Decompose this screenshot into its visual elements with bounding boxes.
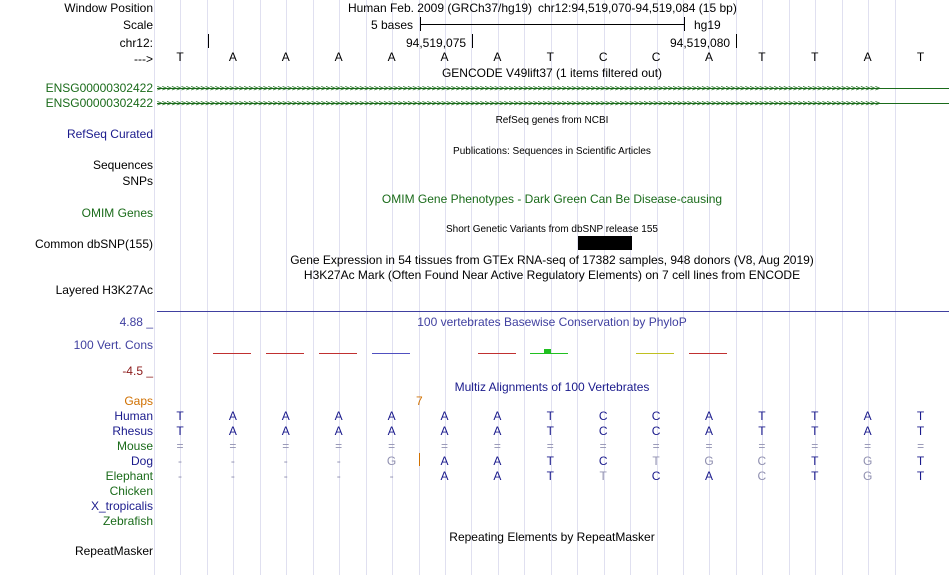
reference-base: C: [651, 50, 661, 64]
species-label-x_tropicalis[interactable]: X_tropicalis: [90, 499, 153, 513]
cons-mark: [319, 353, 357, 354]
species-label-elephant[interactable]: Elephant: [105, 469, 153, 483]
alignment-base: =: [229, 439, 237, 453]
gene-model-1[interactable]: >>>>>>>>>>>>>>>>>>>>>>>>>>>>>>>>>>>>>>>>>>>>>>>>>>>>>>>>>>>>>>>>>>>>>>>>>>>>>>>>>>>>>>>>>>>>>>>>>>>>>>>>>>>>>>>>>>>>>>>>>>>>>>>>>>>>>>>>>>>>>>>>>>>>>>: [157, 84, 949, 94]
reference-base: A: [387, 50, 396, 64]
ruler-tick-3: [736, 34, 737, 48]
range-text: chr12:94,519,070-94,519,084 (15 bp): [538, 1, 737, 15]
reference-base: T: [546, 50, 554, 64]
dbsnp-label[interactable]: Common dbSNP(155): [34, 237, 153, 251]
reference-base: A: [228, 50, 237, 64]
window-position-label: Window Position: [64, 1, 153, 15]
alignment-base: -: [336, 469, 341, 483]
alignment-base: T: [811, 469, 819, 483]
species-label-rhesus[interactable]: Rhesus: [112, 424, 153, 438]
alignment-base: A: [387, 424, 396, 438]
scale-bar: [420, 24, 685, 25]
cons-min-label: -4.5 _: [122, 364, 153, 378]
cons-mark: [689, 353, 727, 354]
alignment-base: T: [758, 409, 766, 423]
ruler-tick-label-2: 94,519,080: [670, 36, 731, 50]
dbsnp-track-title: Short Genetic Variants from dbSNP release 155: [446, 224, 658, 235]
reference-base: C: [598, 50, 608, 64]
species-label-chicken[interactable]: Chicken: [109, 484, 153, 498]
alignment-base: T: [546, 454, 554, 468]
omim-track-title: OMIM Gene Phenotypes - Dark Green Can Be Disease-causing: [381, 192, 723, 206]
alignment-base: =: [758, 439, 766, 453]
alignment-base: T: [546, 469, 554, 483]
gap-marker: [419, 453, 420, 466]
reference-base: T: [176, 50, 184, 64]
alignment-base: G: [704, 454, 714, 468]
alignment-base: A: [493, 469, 502, 483]
alignment-base: T: [811, 424, 819, 438]
alignment-base: T: [176, 424, 184, 438]
reference-base: A: [704, 50, 713, 64]
alignment-base: C: [651, 409, 661, 423]
alignment-base: =: [864, 439, 872, 453]
alignment-base: -: [178, 469, 182, 483]
alignment-base: A: [334, 424, 343, 438]
alignment-base: A: [493, 409, 502, 423]
ruler-tick-2: [472, 34, 473, 48]
alignment-base: A: [440, 469, 449, 483]
assembly-text: Human Feb. 2009 (GRCh37/hg19): [347, 1, 533, 15]
h3k27ac-label[interactable]: Layered H3K27Ac: [55, 283, 153, 297]
reference-base: A: [493, 50, 502, 64]
alignment-base: T: [176, 409, 184, 423]
alignment-base: -: [230, 454, 235, 468]
alignment-base: A: [704, 409, 713, 423]
reference-base: T: [758, 50, 766, 64]
alignment-base: C: [757, 469, 767, 483]
alignment-base: A: [440, 409, 449, 423]
alignment-base: -: [178, 454, 182, 468]
reference-base: T: [811, 50, 819, 64]
alignment-base: =: [652, 439, 660, 453]
alignment-base: T: [811, 409, 819, 423]
species-label-mouse[interactable]: Mouse: [116, 439, 153, 453]
alignment-base: =: [335, 439, 343, 453]
alignment-base: T: [811, 454, 819, 468]
h3k27ac-track-title: H3K27Ac Mark (Often Found Near Active Regulatory Elements) on 7 cell lines from ENCODE: [303, 268, 801, 282]
alignment-base: A: [387, 409, 396, 423]
alignment-base: C: [651, 424, 661, 438]
gaps-label: Gaps: [124, 394, 153, 408]
alignment-base: -: [283, 469, 288, 483]
alignment-base: A: [228, 409, 237, 423]
reference-base: A: [281, 50, 290, 64]
species-label-human[interactable]: Human: [114, 409, 153, 423]
alignment-base: G: [863, 469, 873, 483]
refseq-track-title: RefSeq genes from NCBI: [495, 115, 609, 126]
ruler-tick-label-1: 94,519,075: [406, 36, 467, 50]
alignment-base: =: [917, 439, 925, 453]
grid-line: [154, 0, 155, 575]
cons-mark: [266, 353, 304, 354]
omim-label[interactable]: OMIM Genes: [81, 206, 153, 220]
alignment-base: =: [282, 439, 290, 453]
alignment-base: T: [652, 454, 660, 468]
scale-label: Scale: [122, 18, 153, 32]
dbsnp-variant-block[interactable]: [578, 236, 632, 250]
alignment-base: T: [916, 409, 925, 423]
reference-base: T: [916, 50, 925, 64]
scale-bar-right-tick: [684, 17, 685, 31]
alignment-base: C: [598, 409, 608, 423]
repeatmasker-label[interactable]: RepeatMasker: [74, 544, 153, 558]
alignment-base: -: [336, 454, 341, 468]
refseq-label[interactable]: RefSeq Curated: [66, 127, 153, 141]
cons-mark: [478, 353, 516, 354]
alignment-base: T: [916, 424, 925, 438]
alignment-base: -: [283, 454, 288, 468]
reference-base: A: [863, 50, 872, 64]
cons-mark: [530, 353, 568, 354]
alignment-base: T: [599, 469, 607, 483]
species-label-zebrafish[interactable]: Zebrafish: [102, 514, 153, 528]
sequences-label[interactable]: Sequences: [92, 158, 153, 172]
gencode-track-title: GENCODE V49lift37 (1 items filtered out): [441, 66, 663, 80]
scale-text: 5 bases: [371, 18, 414, 32]
alignment-base: =: [176, 439, 184, 453]
reference-base: A: [334, 50, 343, 64]
alignment-base: T: [546, 424, 554, 438]
alignment-base: -: [389, 469, 394, 483]
gene-model-2[interactable]: >>>>>>>>>>>>>>>>>>>>>>>>>>>>>>>>>>>>>>>>>>>>>>>>>>>>>>>>>>>>>>>>>>>>>>>>>>>>>>>>>>>>>>>>>>>>>>>>>>>>>>>>>>>>>>>>>>>>>>>>>>>>>>>>>>>>>>>>>>>>>>>>>>>>>>: [157, 99, 949, 109]
alignment-base: =: [705, 439, 713, 453]
alignment-base: C: [598, 424, 608, 438]
alignment-base: T: [916, 454, 925, 468]
cons-peak-mark: [544, 349, 551, 353]
reference-base: A: [440, 50, 449, 64]
gaps-value: 7: [416, 394, 423, 408]
cons-track-title: 100 vertebrates Basewise Conservation by PhyloP: [417, 315, 687, 329]
cons-max-label: 4.88 _: [119, 315, 153, 329]
alignment-base: A: [334, 409, 343, 423]
alignment-base: C: [598, 454, 608, 468]
repeatmasker-track-title: Repeating Elements by RepeatMasker: [449, 530, 655, 544]
alignment-base: A: [704, 424, 713, 438]
cons-mark: [372, 353, 410, 354]
alignment-base: =: [599, 439, 607, 453]
alignment-base: A: [704, 469, 713, 483]
alignment-base: A: [440, 454, 449, 468]
cons-mark: [636, 353, 674, 354]
species-label-dog[interactable]: Dog: [130, 454, 153, 468]
alignment-base: A: [863, 424, 872, 438]
alignment-base: =: [440, 439, 448, 453]
publications-track-title: Publications: Sequences in Scientific Articles: [453, 146, 651, 157]
cons-label[interactable]: 100 Vert. Cons: [73, 338, 153, 352]
alignment-base: G: [386, 454, 397, 468]
alignment-base: A: [281, 409, 290, 423]
alignment-base: =: [388, 439, 396, 453]
alignment-base: -: [230, 469, 235, 483]
chrom-label: chr12:: [119, 36, 153, 50]
alignment-base: C: [757, 454, 767, 468]
multiz-track-title: Multiz Alignments of 100 Vertebrates: [454, 380, 650, 394]
cons-top-line: [157, 311, 949, 312]
gtex-track-title: Gene Expression in 54 tissues from GTEx RNA-seq of 17382 samples, 948 donors (V8, Aug 2019): [290, 253, 814, 267]
alignment-base: T: [758, 424, 766, 438]
snps-label[interactable]: SNPs: [122, 174, 153, 188]
alignment-base: =: [811, 439, 819, 453]
alignment-base: G: [863, 454, 873, 468]
alignment-base: A: [440, 424, 449, 438]
ruler-tick-1: [208, 34, 209, 48]
alignment-base: =: [546, 439, 554, 453]
strand-label: --->: [134, 52, 153, 66]
cons-mark: [213, 353, 251, 354]
alignment-base: C: [651, 469, 661, 483]
gene-label-2[interactable]: ENSG00000302422: [45, 96, 153, 110]
alignment-base: A: [493, 424, 502, 438]
alignment-base: T: [916, 469, 925, 483]
alignment-base: A: [863, 409, 872, 423]
alignment-base: A: [281, 424, 290, 438]
alignment-base: A: [228, 424, 237, 438]
alignment-base: T: [546, 409, 554, 423]
alignment-base: A: [493, 454, 502, 468]
alignment-base: =: [493, 439, 501, 453]
scale-db: hg19: [694, 18, 721, 32]
gene-label-1[interactable]: ENSG00000302422: [45, 81, 153, 95]
